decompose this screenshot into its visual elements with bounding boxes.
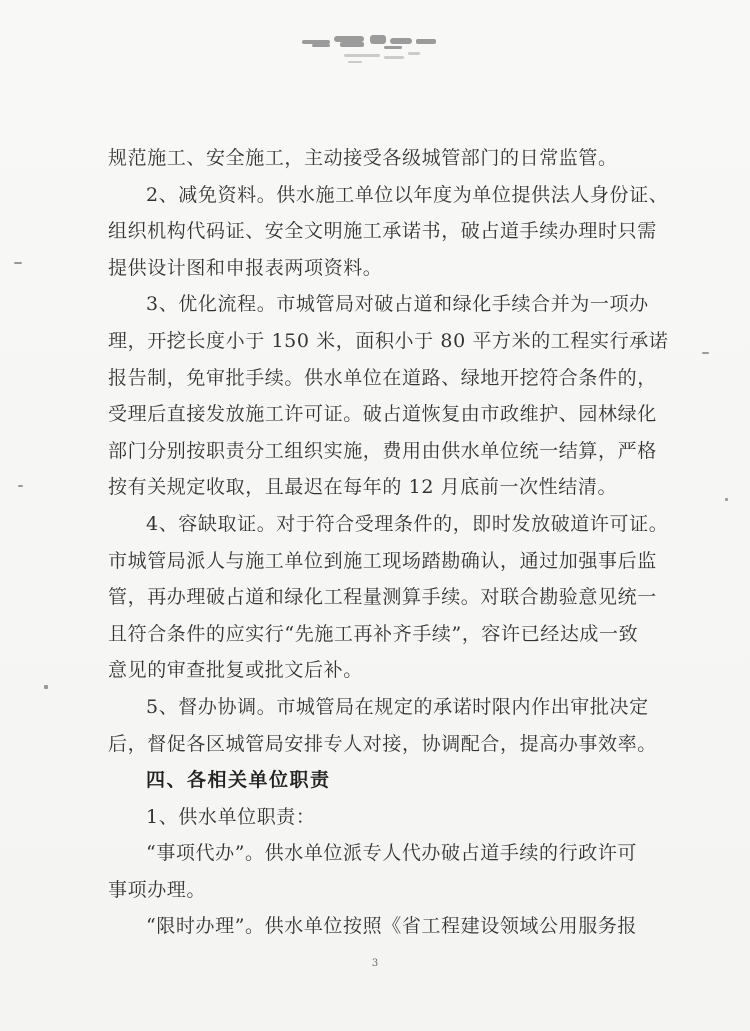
text-line: 按有关规定收取，且最迟在每年的 12 月底前一次性结清。 (108, 476, 618, 499)
seal-stamp-smudge (300, 30, 440, 72)
text-line: 2、减免资料。供水施工单位以年度为单位提供法人身份证、 (146, 183, 669, 206)
section-heading: 四、各相关单位职责 (146, 769, 331, 792)
scan-speck (18, 485, 23, 487)
text-line: 部门分别按职责分工组织实施，费用由供水单位统一结算，严格 (108, 439, 657, 462)
text-line: 且符合条件的应实行“先施工再补齐手续”，容许已经达成一致 (108, 622, 639, 645)
text-line: 5、督办协调。市城管局在规定的承诺时限内作出审批决定 (146, 695, 649, 718)
scan-speck (702, 352, 709, 354)
text-line: 1、供水单位职责： (146, 805, 316, 828)
text-line: 组织机构代码证、安全文明施工承诺书，破占道手续办理时只需 (108, 220, 657, 243)
text-line: “限时办理”。供水单位按照《省工程建设领域公用服务报 (146, 915, 638, 938)
text-line: 后，督促各区城管局安排专人对接，协调配合，提高办事效率。 (108, 732, 657, 755)
text-line: 4、容缺取证。对于符合受理条件的，即时发放破道许可证。 (146, 512, 669, 535)
scan-speck (725, 498, 728, 501)
scan-speck (44, 685, 48, 689)
text-line: 报告制，免审批手续。供水单位在道路、绿地开挖符合条件的， (108, 366, 657, 389)
text-line: 意见的审查批复或批文后补。 (108, 659, 363, 682)
text-line: 受理后直接发放施工许可证。破占道恢复由市政维护、园林绿化 (108, 403, 657, 426)
text-line: 3、优化流程。市城管局对破占道和绿化手续合并为一项办 (146, 293, 649, 316)
text-line: 提供设计图和申报表两项资料。 (108, 256, 383, 279)
text-line: “事项代办”。供水单位派专人代办破占道手续的行政许可 (146, 842, 638, 865)
text-line: 规范施工、安全施工，主动接受各级城管部门的日常监管。 (108, 147, 618, 169)
text-line: 管，再办理破占道和绿化工程量测算手续。对联合勘验意见统一 (108, 586, 657, 609)
text-line: 事项办理。 (108, 878, 207, 901)
body-text (108, 140, 669, 945)
scan-speck (14, 262, 22, 264)
text-line: 市城管局派人与施工单位到施工现场踏勘确认，通过加强事后监 (108, 549, 657, 572)
text-line: 理，开挖长度小于 150 米，面积小于 80 平方米的工程实行承诺 (108, 329, 669, 352)
page-number: 3 (371, 958, 379, 969)
